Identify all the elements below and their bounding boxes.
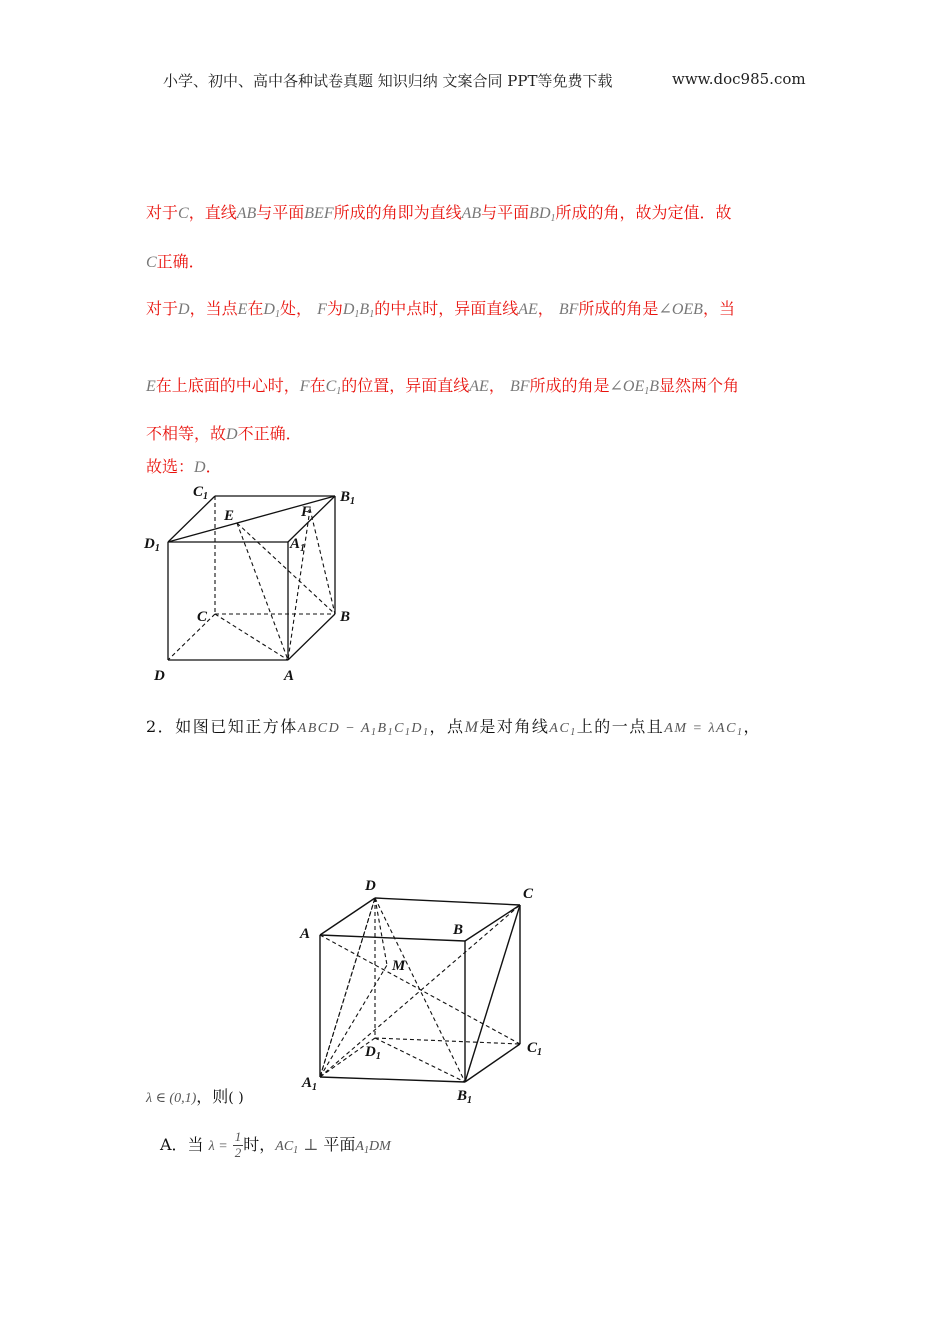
label-c1: $C_1$ [527,1040,543,1058]
para-c-line1: 对于C，直线AB与平面BEF所成的角即为直线AB与平面$BD_1$所成的角，故为定值．故 [146,203,732,224]
label-b: B [340,609,351,625]
para-d-line3: 不相等，故D不正确． [146,424,302,443]
label-m: M [392,958,406,974]
label-b1: $B_1$ [457,1088,473,1106]
seg-eb [237,523,335,614]
edge-ad [320,898,375,935]
edge-dc [375,898,520,905]
edge-a1b1 [320,1077,465,1082]
label-c: C [523,886,534,902]
label-d: D [154,668,165,684]
fraction-half: $\frac{1}{2}$ [234,1129,242,1160]
edge-ab [288,614,335,660]
label-a: A [300,926,311,942]
edge-cb [465,905,520,941]
option-a[interactable]: A．当 $\lambda = \frac{1}{2}$时，$AC_1$ ⊥ 平面$A_1DM$ [160,1129,391,1160]
edge-ab [320,935,465,941]
label-f: F [301,504,312,520]
question-2: 2．如图已知正方体ABCD − $A_1B_1C_1D_1$，点M是对角线$AC_1$上的一点且AM = λAC$_1$， [146,717,761,738]
cube-figure-1 [140,478,370,688]
seg-fb [310,509,335,614]
label-d: D [365,878,376,894]
answer: 故选：D． [146,457,222,476]
cube-figure-2 [295,872,555,1107]
seg-ea [237,523,288,660]
label-b1: $B_1$ [340,489,356,507]
header-left: 小学、初中、高中各种试卷真题 知识归纳 文案合同 PPT等免费下载 [163,72,613,90]
label-c: C [197,609,208,625]
label-c1: $C_1$ [193,484,209,502]
label-e: E [224,508,235,524]
diag-cb1 [465,905,520,1082]
label-a: A [284,668,295,684]
answer-paren: ( ) [228,1090,244,1106]
edge-cd [168,614,215,660]
seg-dm [375,898,387,965]
para-c-line2: C正确． [146,252,205,271]
label-a1: $A_1$ [302,1075,318,1093]
label-a1: $A_1$ [290,536,306,554]
para-d-line2: E在上底面的中心时，F在$C_1$的位置，异面直线AE， BF所成的角是$\angle OE_1B$显然两个角 [146,376,740,397]
diag-d1b1 [375,1038,465,1082]
label-b: B [453,922,464,938]
question-2-cont: λ ∈ (0,1)，则( ) [146,1087,244,1106]
diag-ca [215,614,288,660]
edge-d1c1 [375,1038,520,1044]
para-d-line1: 对于D，当点E在$D_1$处， F为$D_1B_1$的中点时，异面直线AE， BF所成的角是∠OEB，当 [146,299,735,320]
edge-b1c1 [465,1044,520,1082]
diag-a1c [320,905,520,1077]
label-d1: $D_1$ [144,536,160,554]
header-url[interactable]: www.doc985.com [672,70,806,88]
label-d1: $D_1$ [365,1044,381,1062]
